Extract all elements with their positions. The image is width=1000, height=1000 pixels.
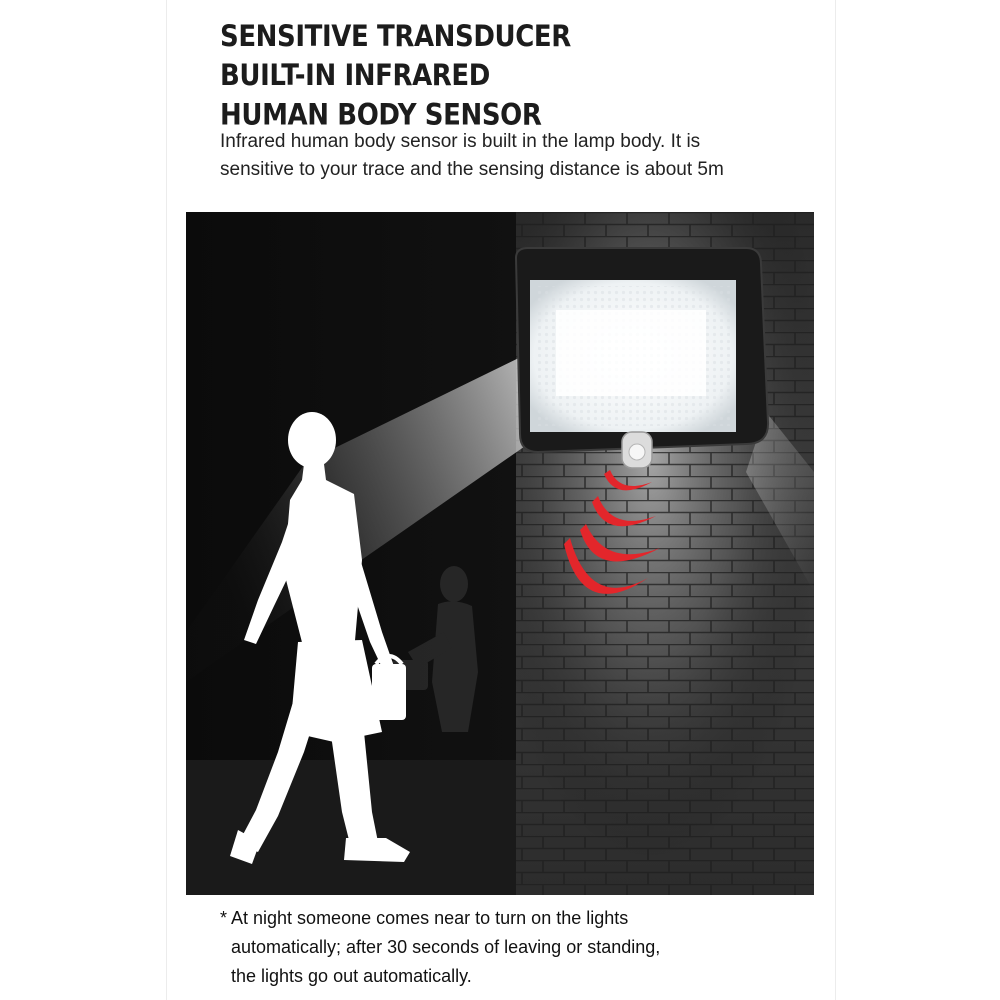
- illustration-svg: [186, 212, 814, 895]
- footnote-line-2: automatically; after 30 seconds of leaving or standing,: [231, 937, 661, 957]
- solar-wall-lamp: [516, 248, 768, 452]
- footnote: [220, 904, 820, 991]
- intro-line-1: Infrared human body sensor is built in the lamp body. It is: [220, 131, 701, 152]
- left-guide-line: [166, 0, 167, 1000]
- headline-line-1: SENSITIVE TRANSDUCER: [220, 20, 571, 54]
- headline: [220, 18, 780, 136]
- footnote-line-3: the lights go out automatically.: [231, 966, 472, 986]
- right-guide-line: [835, 0, 836, 1000]
- sensor-illustration: [186, 212, 814, 895]
- headline-line-3: HUMAN BODY SENSOR: [220, 98, 542, 133]
- motion-sensor: [622, 432, 652, 468]
- footnote-line-1: * At night someone comes near to turn on the lights: [220, 908, 629, 928]
- intro-text: [220, 128, 820, 184]
- headline-line-2: BUILT-IN INFRARED: [220, 59, 490, 94]
- intro-line-2: sensitive to your trace and the sensing distance is about 5m: [220, 159, 724, 180]
